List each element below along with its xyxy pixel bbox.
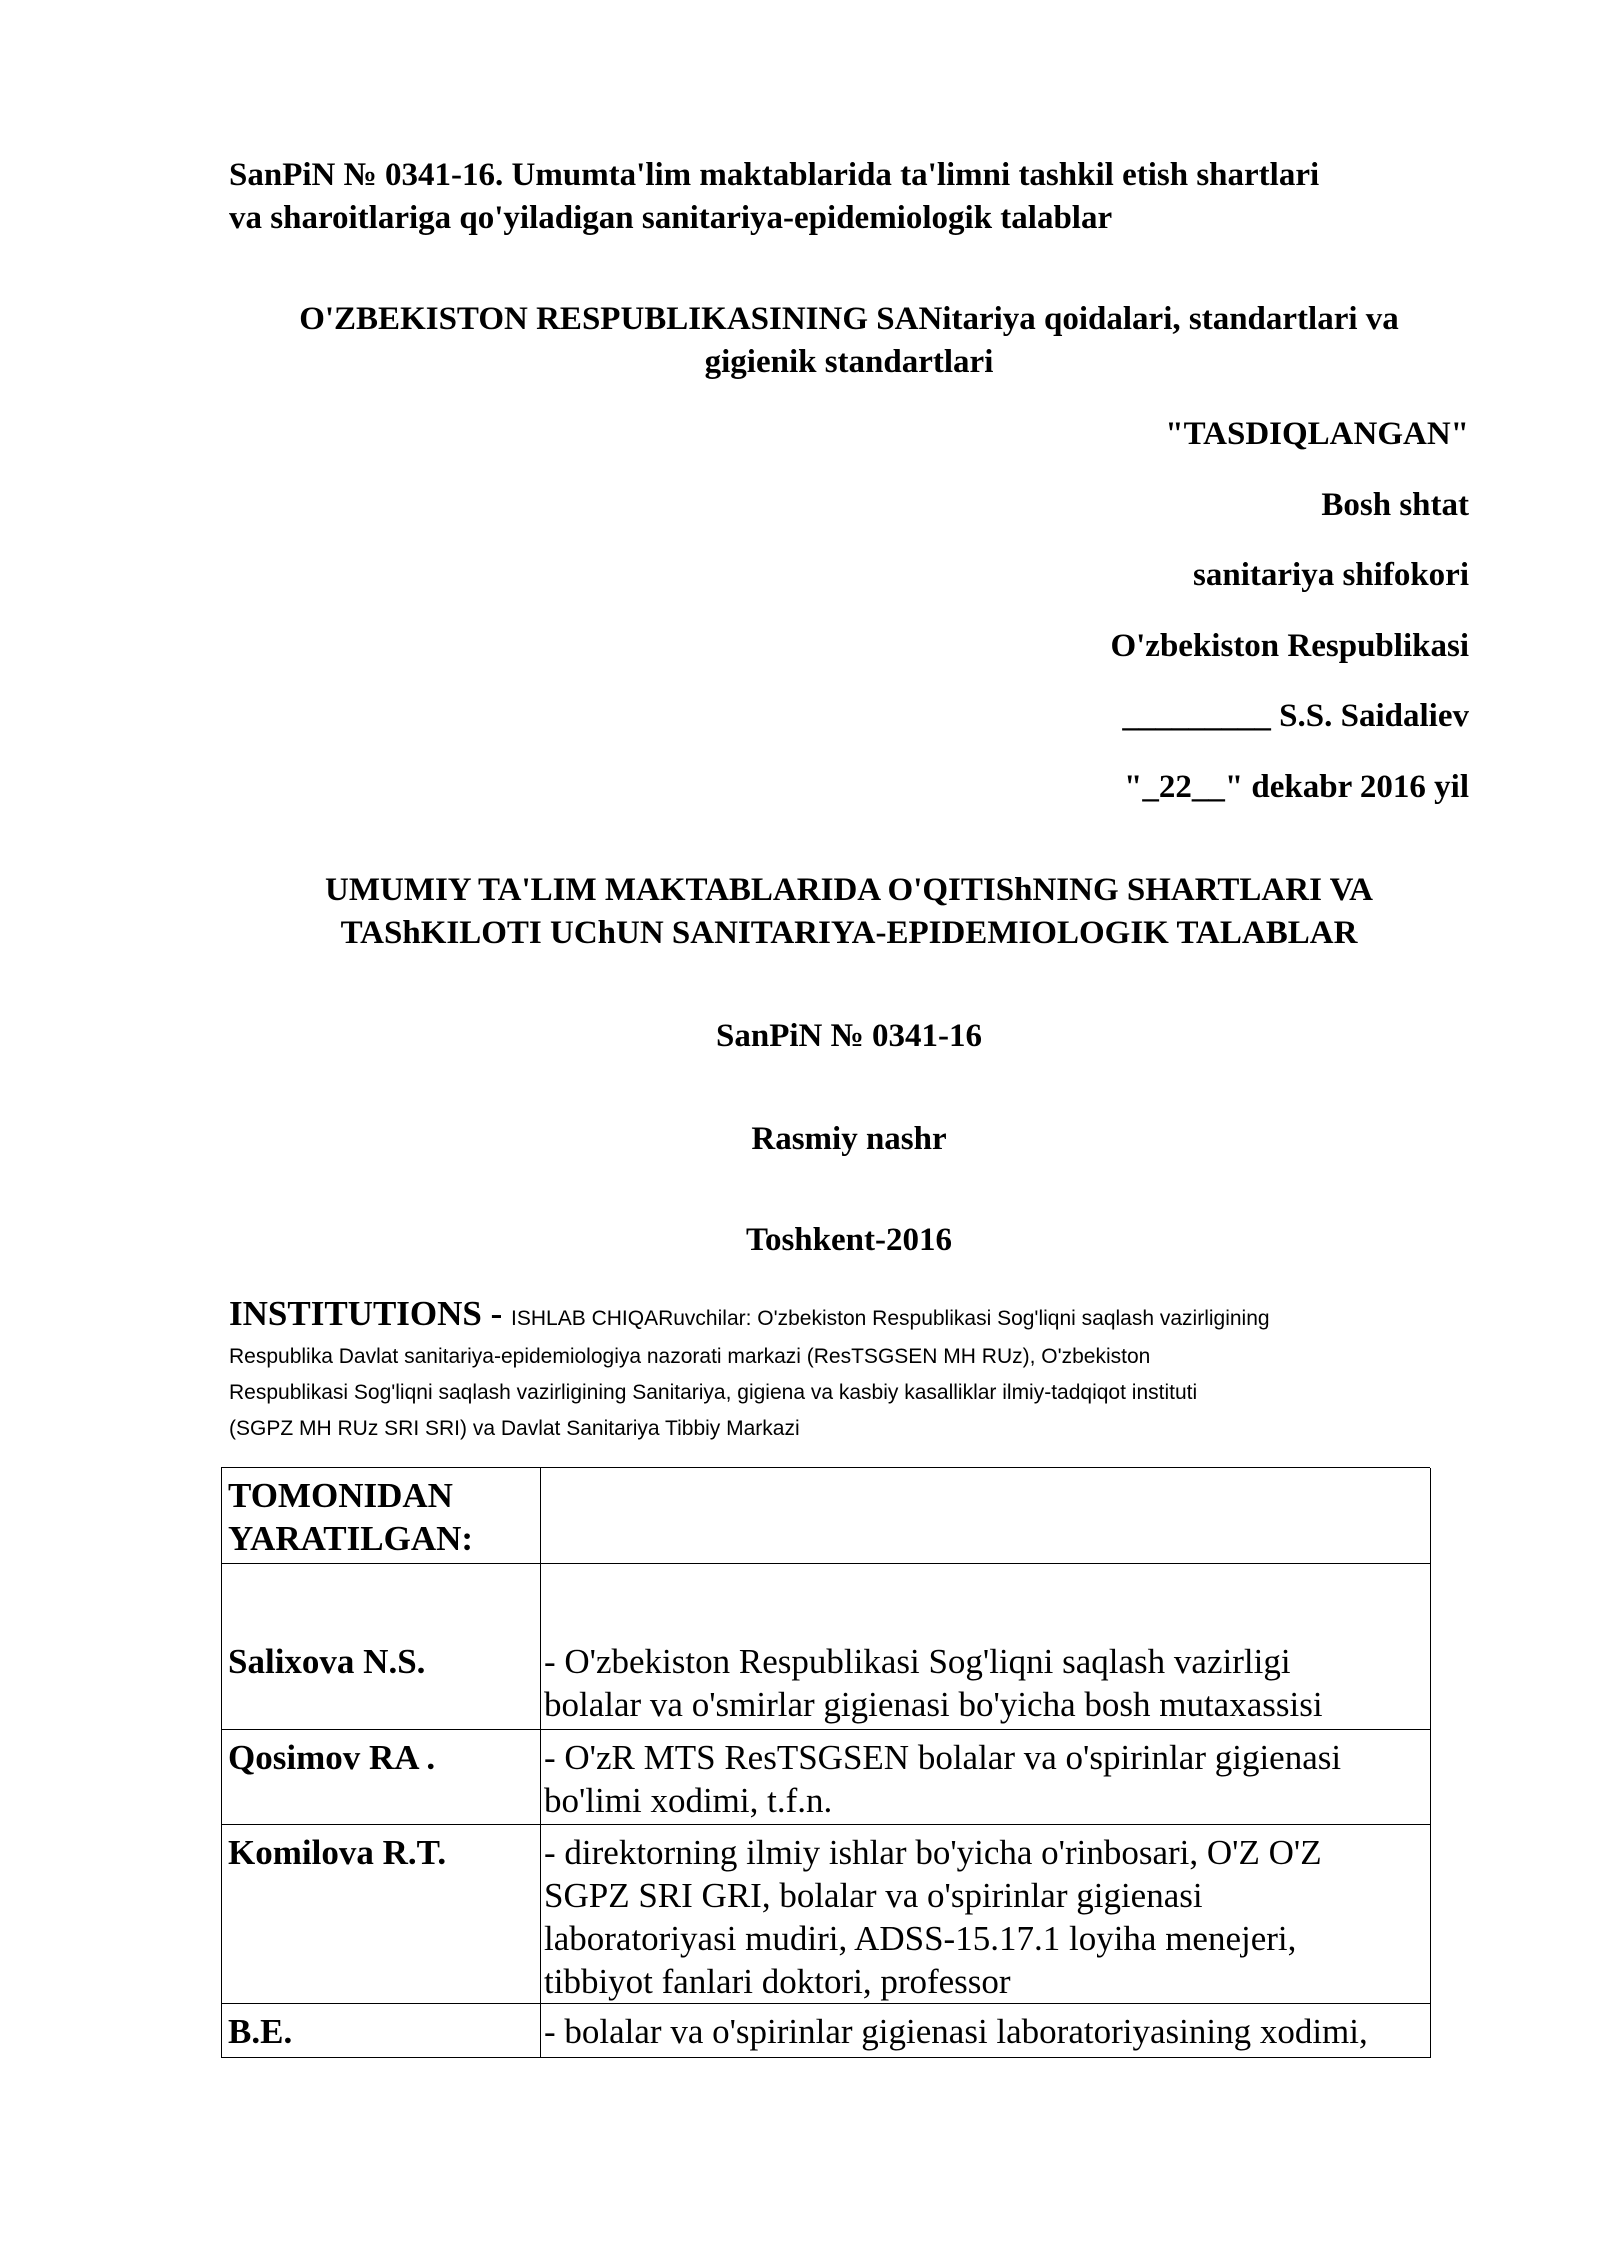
- author-desc-cell: [541, 2004, 1431, 2058]
- author-desc-cell: [541, 1564, 1431, 1730]
- institutions-label: INSTITUTIONS -: [229, 1294, 512, 1333]
- approval-block: [229, 399, 1469, 823]
- author-desc-line: SGPZ SRI GRI, bolalar va o'spirinlar gigienasi: [544, 1876, 1203, 1915]
- author-desc-line: tibbiyot fanlari doktori, professor: [544, 1962, 1011, 2001]
- author-name: Salixova N.S.: [228, 1642, 426, 1681]
- document-title-line: va sharoitlariga qo'yiladigan sanitariya-epidemiologik talablar: [229, 200, 1113, 236]
- institutions-text: Respublika Davlat sanitariya-epidemiologiya nazorati markazi (ResTSGSEN MH RUz), O'zbekiston: [229, 1345, 1151, 1368]
- approval-date: "_22__" dekabr 2016 yil: [1124, 768, 1469, 805]
- author-desc-line: bo'limi xodimi, t.f.n.: [544, 1781, 833, 1820]
- author-name: Komilova R.T.: [228, 1833, 447, 1872]
- main-title-line: UMUMIY TA'LIM MAKTABLARIDA O'QITIShNING SHARTLARI VA: [325, 872, 1373, 908]
- table-header-empty-cell: [541, 1468, 1431, 1564]
- table-header-line: TOMONIDAN: [228, 1476, 453, 1515]
- document-title-line: SanPiN № 0341-16. Umumta'lim maktablarida ta'limni tashkil etish shartlari: [229, 157, 1320, 193]
- document-title: [229, 154, 1469, 240]
- approval-position: sanitariya shifokori: [1193, 557, 1469, 594]
- author-desc-line: bolalar va o'smirlar gigienasi bo'yicha bosh mutaxassisi: [544, 1685, 1323, 1724]
- author-name: B.E.: [228, 2012, 293, 2051]
- author-name-cell: [222, 1564, 541, 1730]
- author-name-cell: [222, 1825, 541, 2004]
- institutions-text: (SGPZ MH RUz SRI SRI) va Davlat Sanitariya Tibbiy Markazi: [229, 1417, 800, 1440]
- author-desc-cell: [541, 1825, 1431, 2004]
- author-name-spacer: [228, 1683, 536, 1726]
- standards-heading-line: gigienik standartlari: [704, 344, 994, 380]
- standards-heading-line: O'ZBEKISTON RESPUBLIKASINING SANitariya qoidalari, standartlari va: [299, 301, 1399, 337]
- table-header-cell: [222, 1468, 541, 1564]
- author-name: Qosimov RA .: [228, 1738, 436, 1777]
- author-name-cell: [222, 2004, 541, 2058]
- approval-stamp: "TASDIQLANGAN": [1165, 416, 1469, 452]
- institutions-text: ISHLAB CHIQARuvchilar: O'zbekiston Respublikasi Sog'liqni saqlash vazirligining: [511, 1307, 1270, 1330]
- author-desc-line: - O'zbekiston Respublikasi Sog'liqni saqlash vazirligi: [544, 1642, 1291, 1681]
- main-title: [229, 869, 1469, 955]
- authors-table: [221, 1467, 1430, 2058]
- author-name-cell: [222, 1730, 541, 1825]
- author-desc-line: - O'zR MTS ResTSGSEN bolalar va o'spirinlar gigienasi: [544, 1738, 1342, 1777]
- institutions-text: Respublikasi Sog'liqni saqlash vazirligining Sanitariya, gigiena va kasbiy kasalliklar ilmiy-tadqiqot instituti: [229, 1381, 1198, 1404]
- document-code: SanPiN № 0341-16: [715, 1018, 982, 1054]
- table-header-line: YARATILGAN:: [228, 1519, 474, 1558]
- approval-country: O'zbekiston Respublikasi: [1110, 627, 1469, 664]
- institutions-paragraph: [229, 1296, 1469, 1447]
- main-title-line: TAShKILOTI UChUN SANITARIYA-EPIDEMIOLOGIK TALABLAR: [340, 915, 1358, 951]
- place-year: Toshkent-2016: [745, 1222, 952, 1258]
- approval-position: Bosh shtat: [1321, 486, 1469, 523]
- institutions-first-line: [229, 1296, 1469, 1339]
- author-desc-line: laboratoriyasi mudiri, ADSS-15.17.1 loyiha menejeri,: [544, 1919, 1297, 1958]
- author-desc-line: - direktorning ilmiy ishlar bo'yicha o'rinbosari, O'Z O'Z: [544, 1833, 1322, 1872]
- edition-label: Rasmiy nashr: [751, 1121, 947, 1157]
- author-desc-line: - bolalar va o'spirinlar gigienasi laboratoriyasining xodimi,: [544, 2012, 1368, 2051]
- author-desc-cell: [541, 1730, 1431, 1825]
- standards-heading: [229, 298, 1469, 384]
- approval-signature: _________ S.S. Saidaliev: [1122, 698, 1469, 735]
